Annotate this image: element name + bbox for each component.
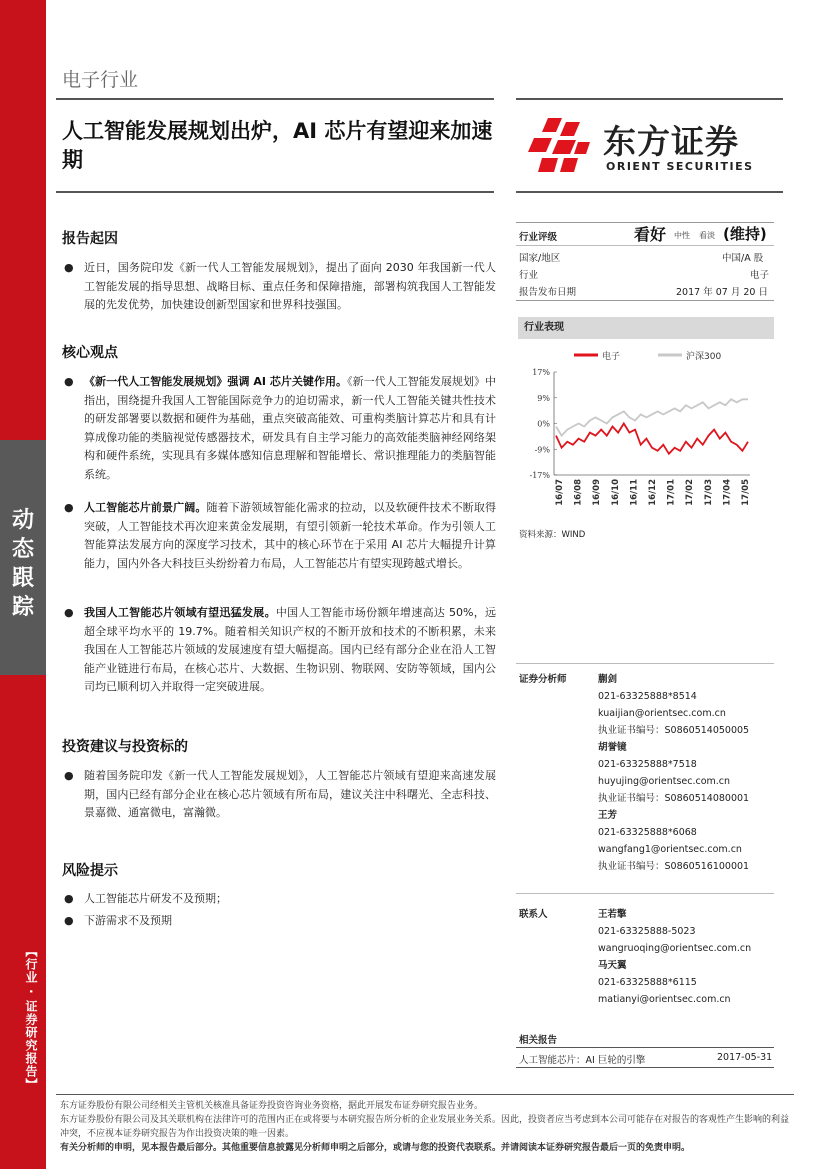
bullet-icon: ● (64, 375, 74, 388)
analyst-1 (598, 671, 778, 739)
invest-paragraph (64, 767, 496, 823)
header-rule-left (56, 98, 494, 100)
analyst-1-tel: 021-63325888*8514 (598, 691, 697, 702)
x-tick-label: 16/10 (610, 479, 621, 506)
origin-paragraph (64, 259, 496, 315)
industry-performance-chart (518, 342, 774, 517)
section-risk-head: 风险提示 (62, 863, 118, 879)
analyst-rule (516, 663, 774, 664)
risk-item-2 (64, 912, 496, 931)
analyst-1-name: 蒯剑 (598, 674, 618, 685)
bullet-icon: ● (64, 606, 74, 619)
analyst-list (598, 671, 778, 875)
series-line-electronics (556, 424, 748, 454)
rating-divider (516, 245, 774, 246)
origin-text: 近日，国务院印发《新一代人工智能发展规划》，提出了面向 2030 年我国新一代人工智能发展的指导思想、战略目标、重点任务和保障措施，部署构筑我国人工智能发展的先发优势，加快建设创新型国家和世界科技强国。 (84, 261, 496, 311)
perf-header: 行业表现 (518, 317, 774, 339)
x-tick-label: 16/12 (648, 479, 658, 506)
footer-rule (56, 1094, 794, 1095)
related-title[interactable]: 人工智能芯片：AI 巨轮的引擎 (519, 1055, 646, 1066)
analyst-2-email[interactable]: huyujing@orientsec.com.cn (598, 776, 731, 787)
contact-2-email[interactable]: matianyi@orientsec.com.cn (598, 994, 731, 1005)
x-tick-label: 17/01 (666, 479, 677, 506)
contact-label: 联系人 (519, 909, 548, 920)
contact-list (598, 906, 778, 1008)
analyst-2-tel: 021-63325888*7518 (598, 759, 697, 770)
legend-label: 电子 (602, 352, 621, 362)
section-core-head: 核心观点 (62, 345, 118, 361)
x-tick-label: 16/11 (629, 479, 640, 506)
core-point-3-text: 中国人工智能市场份额年增速高达 50%，远超全球平均水平的 19.7%。随着相关知识产权的不断开放和技术的不断积累，未来我国在人工智能芯片领域的发展速度有望大幅提高。国内已经有部分企业在沿人工智能产业链进行布局，在核心芯片、大数据、生物识别、物联网、安防等领域，国内公司均已顺利切入并取得一定突破进展。 (84, 606, 497, 693)
analyst-2-cert: 执业证书编号：S0860514080001 (598, 793, 750, 804)
side-tag-text: 动态跟踪 (12, 508, 35, 620)
side-series-label: 【行业 · 证券研究报告】 (24, 944, 38, 1091)
region-label: 国家/地区 (519, 253, 561, 264)
contact-2-name: 马天翼 (598, 960, 627, 971)
contact-2 (598, 957, 778, 1008)
x-tick-label: 17/05 (741, 479, 751, 506)
analyst-3-tel: 021-63325888*6068 (598, 827, 697, 838)
contact-2-tel: 021-63325888*6115 (598, 977, 697, 988)
rating-value: 看好 (634, 225, 667, 244)
bullet-icon: ● (64, 769, 74, 782)
analyst-label: 证券分析师 (519, 674, 567, 685)
core-point-1-text: 《新一代人工智能发展规划》中指出，围绕提升我国人工智能国际竞争力的迫切需求，新一代人工智能关键共性技术的研发部署要以数据和硬件为基础，重点突破高能效、可重构类脑计算芯片和具有计算成像功能的类脑视觉传感器技术，研发具有自主学习能力的高效能类脑神经网络架构和硬件系统，实现具有多媒体感知信息理解和智能增长、常识推理能力的类脑智能系统。 (84, 375, 497, 481)
contact-1-name: 王若擎 (598, 909, 627, 920)
rating-option-bearish: 看淡 (699, 231, 715, 240)
risk-item-1-text: 人工智能芯片研发不及预期； (84, 892, 227, 905)
x-tick-label: 17/02 (685, 479, 696, 506)
analyst-2 (598, 739, 778, 807)
footer-line-3: 有关分析师的申明，见本报告最后部分。其他重要信息披露见分析师申明之后部分，或请与您的投资代表联系。并请阅读本证券研究报告最后一页的免责申明。 (60, 1143, 691, 1153)
logo-name-en: ORIENT SECURITIES (606, 160, 754, 173)
bullet-icon: ● (64, 892, 74, 905)
analyst-3-cert: 执业证书编号：S0860516100001 (598, 861, 750, 872)
date-value: 2017 年 07 月 20 日 (676, 287, 768, 298)
side-tag (0, 440, 46, 675)
bullet-icon: ● (64, 501, 74, 514)
logo-name-cn: 东方证券 (603, 122, 739, 161)
core-point-2 (64, 499, 497, 573)
rating-bottom-rule (516, 300, 774, 301)
logo-mark-icon (528, 116, 592, 176)
core-point-3 (64, 604, 497, 697)
title-rule (56, 191, 494, 193)
contact-1 (598, 906, 778, 957)
section-invest-head: 投资建议与投资标的 (62, 739, 188, 755)
y-tick-label: 17% (532, 368, 550, 377)
y-tick-label: 9% (537, 393, 550, 403)
region-value: 中国/A 股 (722, 253, 764, 264)
footer-line-2: 东方证券股份有限公司及其关联机构在法律许可的范围内正在或将要与本研究报告所分析的企业发展业务关系。因此，投资者应当考虑到本公司可能存在对报告的客观性产生影响的利益冲突，不应视本证券研究报告为作出投资决策的唯一因素。 (60, 1115, 790, 1139)
related-rule (516, 1047, 774, 1048)
y-tick-label: -9% (534, 445, 550, 455)
logo-rule (516, 191, 783, 193)
related-bottom-rule (516, 1067, 774, 1068)
analyst-1-cert: 执业证书编号：S0860514050005 (598, 725, 750, 736)
analyst-3 (598, 807, 778, 875)
y-tick-label: 0% (537, 419, 550, 429)
x-tick-label: 16/09 (592, 479, 603, 506)
core-point-1-bold: 《新一代人工智能发展规划》强调 AI 芯片关键作用。 (84, 375, 348, 388)
rating-status: (维持) (723, 225, 767, 243)
page-title: 人工智能发展规划出炉，AI 芯片有望迎来加速期 (62, 119, 493, 172)
analyst-3-name: 王芳 (598, 810, 618, 821)
chart-source: 资料来源：WIND (519, 530, 586, 540)
bullet-icon: ● (64, 261, 74, 274)
core-point-3-bold: 我国人工智能芯片领域有望迅猛发展。 (84, 606, 276, 619)
header-rule-right (516, 98, 783, 100)
series-line-hs300 (556, 399, 748, 435)
core-point-1 (64, 373, 497, 484)
x-tick-label: 16/07 (555, 479, 565, 506)
bullet-icon: ● (64, 914, 74, 927)
x-tick-label: 17/03 (703, 479, 714, 506)
x-tick-label: 16/08 (573, 479, 584, 506)
date-label: 报告发布日期 (519, 287, 577, 298)
rating-label: 行业评级 (519, 232, 558, 243)
company-logo (528, 116, 778, 176)
risk-item-1 (64, 890, 496, 909)
related-label: 相关报告 (519, 1035, 558, 1046)
footer-line-1: 东方证券股份有限公司经相关主管机关核准具备证券投资咨询业务资格，据此开展发布证券研究报告业务。 (60, 1101, 484, 1111)
analyst-1-email[interactable]: kuaijian@orientsec.com.cn (598, 708, 726, 719)
invest-text: 随着国务院印发《新一代人工智能发展规划》，人工智能芯片领域有望迎来高速发展期，国内已经有部分企业在核心芯片领域有所布局，建议关注中科曙光、全志科技、景嘉微、通富微电，富瀚微。 (84, 769, 496, 819)
analyst-3-email[interactable]: wangfang1@orientsec.com.cn (598, 844, 742, 855)
industry-row-label: 行业 (519, 270, 539, 281)
core-point-2-bold: 人工智能芯片前景广阔。 (84, 501, 207, 514)
rating-option-neutral: 中性 (674, 231, 690, 240)
y-tick-label: -17% (529, 471, 550, 480)
industry-label: 电子行业 (62, 69, 139, 91)
footer (60, 1099, 794, 1155)
industry-row-value: 电子 (750, 270, 770, 281)
legend-label: 沪深300 (686, 352, 722, 362)
contact-1-email[interactable]: wangruoqing@orientsec.com.cn (598, 943, 752, 954)
x-tick-label: 17/04 (722, 479, 733, 506)
contact-rule (516, 893, 774, 894)
related-date: 2017-05-31 (717, 1052, 773, 1063)
analyst-2-name: 胡誉镜 (598, 742, 627, 753)
core-point-2-text: 随着下游领域智能化需求的拉动，以及软硬件技术不断取得突破，人工智能技术再次迎来黄金发展期，有望引领新一轮技术革命。作为引领人工智能算法发展方向的深度学习技术，其中的核心环节在于采用 AI 芯片大幅提升计算能力，国内外各大科技巨头纷纷着力布局，人工智能芯片有望实现跨越式增长。 (84, 501, 497, 570)
section-origin-head: 报告起因 (62, 231, 118, 247)
contact-1-tel: 021-63325888-5023 (598, 926, 696, 937)
risk-item-2-text: 下游需求不及预期 (84, 914, 172, 927)
